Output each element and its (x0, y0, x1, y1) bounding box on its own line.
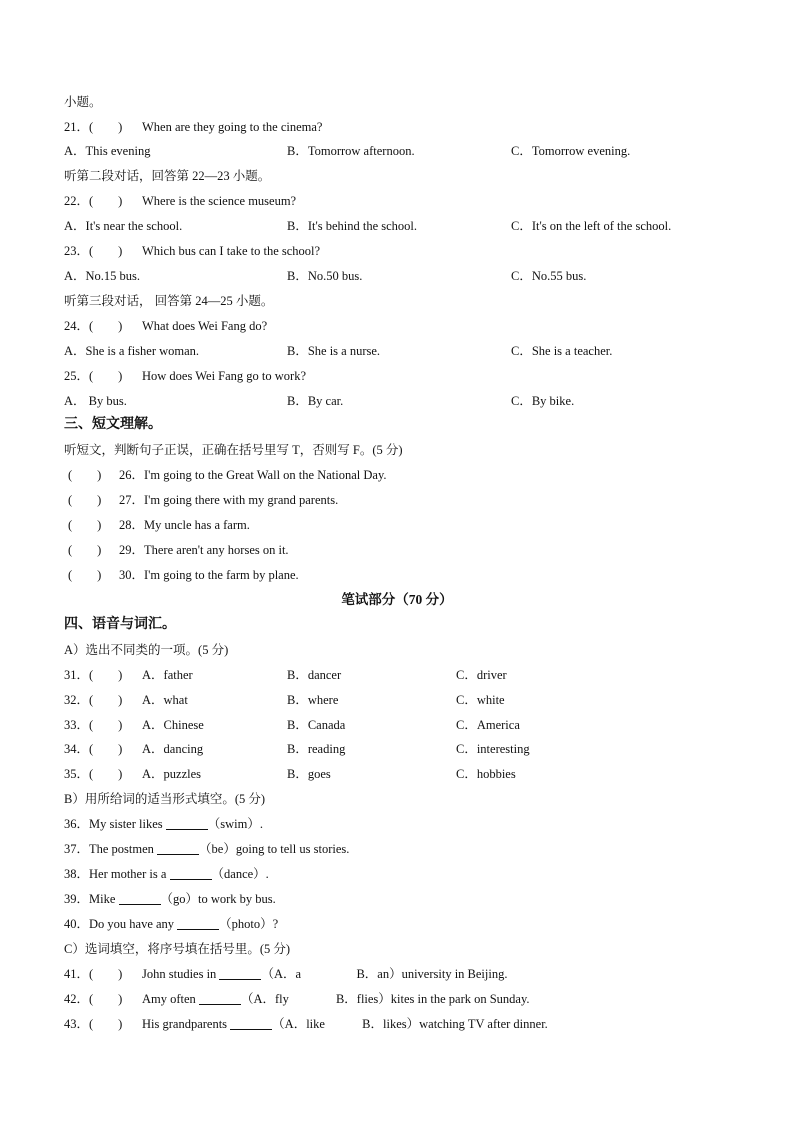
question-text: 40．Do you have any (64, 917, 178, 931)
question-number: 35．( ) (64, 767, 123, 781)
option-a: （A．like (272, 1017, 325, 1031)
hint-word: （photo）? (219, 917, 279, 931)
instruction-line: 听第二段对话，回答第 22—23 小题。 (64, 169, 271, 183)
option-c: C．No.55 bus. (511, 269, 587, 283)
option-a: A．what (142, 693, 188, 707)
question-text: 28．My uncle has a farm. (119, 518, 250, 532)
instruction-line: C）选词填空，将序号填在括号里。(5 分) (64, 942, 291, 956)
question-number: 34．( ) (64, 742, 123, 756)
option-c: C．interesting (456, 742, 530, 756)
option-c: C．It's on the left of the school. (511, 219, 672, 233)
hint-word: （dance）. (211, 867, 269, 881)
option-a: A．This evening (64, 144, 151, 158)
option-b: B．flies）kites in the park on Sunday. (335, 992, 530, 1006)
option-c: C．Tomorrow evening. (511, 144, 631, 158)
option-a: A．puzzles (142, 767, 202, 781)
question-text: His grandparents (142, 1017, 231, 1031)
question-number: 33．( ) (64, 718, 123, 732)
option-a: A．father (142, 668, 193, 682)
fill-question-36 (64, 814, 263, 834)
question-number: 25．( ) (64, 369, 123, 383)
question-number: 21．( ) (64, 120, 123, 134)
question-text: 38．Her mother is a (64, 867, 170, 881)
instruction-line: B）用所给词的适当形式填空。(5 分) (64, 792, 266, 806)
question-text: Which bus can I take to the school? (142, 244, 321, 258)
option-a: A．She is a fisher woman. (64, 344, 200, 358)
option-c: C．driver (456, 668, 507, 682)
question-number: 22．( ) (64, 194, 123, 208)
answer-blank[interactable] (219, 965, 261, 980)
question-number: 42．( ) (64, 992, 123, 1006)
option-c: C．hobbies (456, 767, 516, 781)
hint-word: （go）to work by bus. (160, 892, 276, 906)
option-a: （A．a (261, 967, 302, 981)
option-b: B．No.50 bus. (287, 269, 363, 283)
question-text: When are they going to the cinema? (142, 120, 323, 134)
option-a: A．No.15 bus. (64, 269, 141, 283)
option-a: （A．fly (240, 992, 289, 1006)
option-b: B．It's behind the school. (287, 219, 418, 233)
option-a: A．Chinese (142, 718, 204, 732)
question-text: 26．I'm going to the Great Wall on the National Day. (119, 468, 387, 482)
option-b: B．reading (287, 742, 346, 756)
option-b: B．dancer (287, 668, 342, 682)
question-text: 36．My sister likes (64, 817, 166, 831)
question-text: How does Wei Fang go to work? (142, 369, 307, 383)
option-c: C．America (456, 718, 520, 732)
question-text: 39．Mike (64, 892, 119, 906)
question-text: Where is the science museum? (142, 194, 297, 208)
option-b: B．an）university in Beijing. (356, 967, 508, 981)
answer-blank[interactable] (119, 890, 161, 905)
question-number: 23．( ) (64, 244, 123, 258)
answer-bracket: ( ) (68, 468, 102, 482)
question-number: 43．( ) (64, 1017, 123, 1031)
answer-blank[interactable] (177, 915, 219, 930)
option-c: C．white (456, 693, 505, 707)
answer-blank[interactable] (166, 815, 208, 830)
question-text: John studies in (142, 967, 220, 981)
instruction-line: 听第三段对话， 回答第 24—25 小题。 (64, 294, 274, 308)
option-b: B．where (287, 693, 339, 707)
question-text: 29．There aren't any horses on it. (119, 543, 289, 557)
question-text: 27．I'm going there with my grand parents. (119, 493, 339, 507)
question-text: 30．I'm going to the farm by plane. (119, 568, 299, 582)
instruction-line: 听短文，判断句子正误，正确在括号里写 T，否则写 F。(5 分) (64, 443, 403, 457)
option-b: B．Tomorrow afternoon. (287, 144, 415, 158)
section-heading: 四、语音与词汇。 (64, 617, 176, 632)
option-c: C．By bike. (511, 394, 575, 408)
question-number: 31．( ) (64, 668, 123, 682)
answer-blank[interactable] (199, 990, 241, 1005)
hint-word: （be）going to tell us stories. (199, 842, 350, 856)
instruction-line: 小题。 (64, 95, 102, 109)
question-number: 32．( ) (64, 693, 123, 707)
answer-blank[interactable] (230, 1015, 272, 1030)
option-a: A．dancing (142, 742, 204, 756)
instruction-line: A）选出不同类的一项。(5 分) (64, 643, 229, 657)
answer-bracket: ( ) (68, 568, 102, 582)
hint-word: （swim）. (207, 817, 263, 831)
option-b: B．She is a nurse. (287, 344, 381, 358)
answer-bracket: ( ) (68, 543, 102, 557)
answer-blank[interactable] (157, 840, 199, 855)
option-b: B．Canada (287, 718, 346, 732)
question-number: 24．( ) (64, 319, 123, 333)
question-text: Amy often (142, 992, 199, 1006)
question-number: 41．( ) (64, 967, 123, 981)
fill-question-38 (64, 864, 269, 884)
question-text: 37．The postmen (64, 842, 158, 856)
answer-blank[interactable] (170, 865, 212, 880)
option-a: A． By bus. (64, 394, 127, 408)
fill-question-40 (64, 914, 278, 934)
option-a: A．It's near the school. (64, 219, 183, 233)
option-b: B．By car. (287, 394, 344, 408)
answer-bracket: ( ) (68, 518, 102, 532)
option-b: B．likes）watching TV after dinner. (362, 1017, 548, 1031)
question-text: What does Wei Fang do? (142, 319, 268, 333)
option-b: B．goes (287, 767, 331, 781)
fill-question-37 (64, 839, 349, 859)
part-title: 笔试部分（70 分） (341, 592, 453, 607)
option-c: C．She is a teacher. (511, 344, 613, 358)
answer-bracket: ( ) (68, 493, 102, 507)
fill-question-39 (64, 889, 276, 909)
section-heading: 三、短文理解。 (64, 417, 162, 432)
